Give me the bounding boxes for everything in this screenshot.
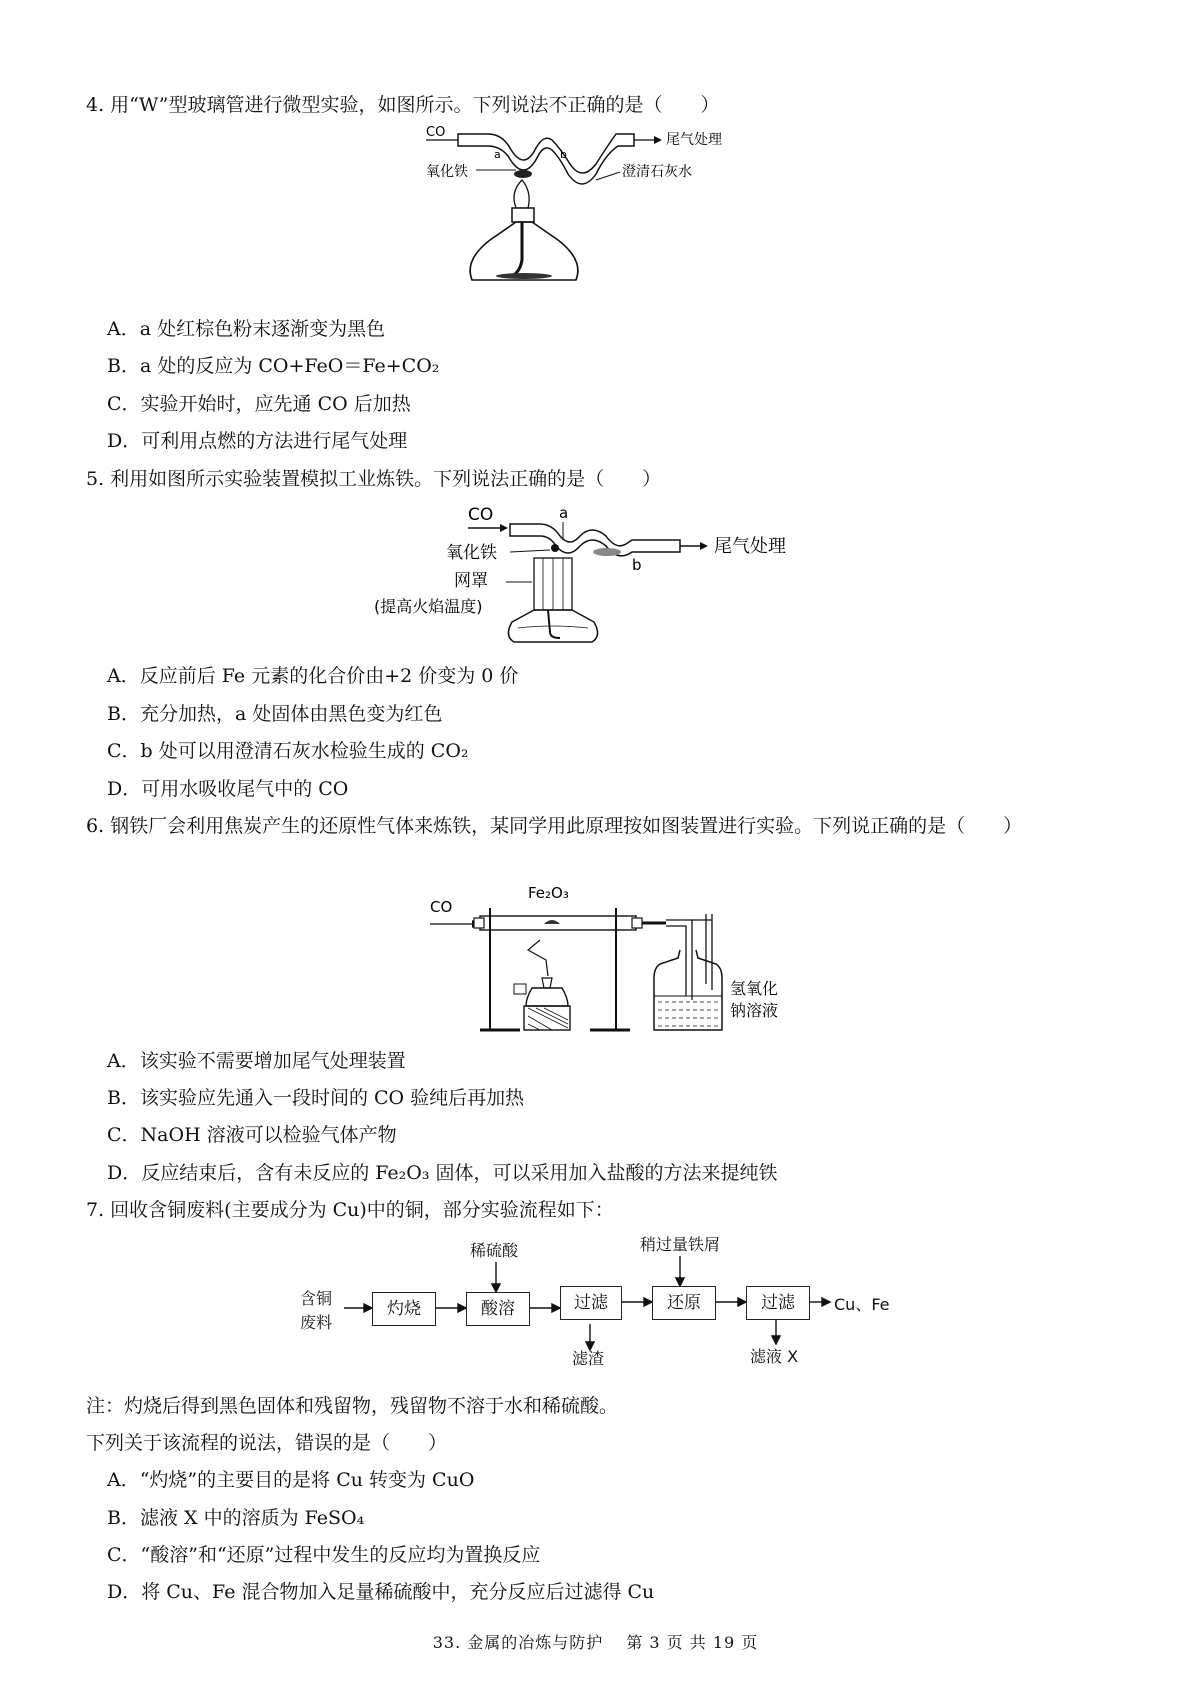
q5-fig-tail: 尾气处理 bbox=[714, 536, 786, 557]
page-footer: 33. 金属的冶炼与防护 第 3 页 共 19 页 bbox=[432, 1633, 759, 1652]
q6-option-d: D．反应结束后，含有未反应的 Fe₂O₃ 固体，可以采用加入盐酸的方法来提纯铁 bbox=[107, 1162, 778, 1184]
q7-flow-step-filter1: 过滤 bbox=[560, 1286, 622, 1320]
q7-flow-step-reduce: 还原 bbox=[652, 1286, 716, 1320]
q5-fig-a: a bbox=[559, 504, 569, 522]
q7-note: 注：灼烧后得到黑色固体和残留物，残留物不溶于水和稀硫酸。 bbox=[86, 1395, 619, 1417]
q4-fig-oxide: 氧化铁 bbox=[426, 164, 468, 180]
q4-option-b: B．a 处的反应为 CO+FeO＝Fe+CO₂ bbox=[107, 355, 440, 377]
q5-option-b: B．充分加热，a 处固体由黑色变为红色 bbox=[107, 703, 443, 725]
q7-flow-step-dissolve: 酸溶 bbox=[466, 1292, 530, 1326]
q4-option-a: A．a 处红棕色粉末逐渐变为黑色 bbox=[107, 318, 386, 340]
q6-stem: 6. 钢铁厂会利用焦炭产生的还原性气体来炼铁，某同学用此原理按如图装置进行实验。下列说正确的是（ ） bbox=[86, 815, 1023, 837]
q7-flow-input-line2: 废料 bbox=[300, 1313, 333, 1332]
q7-flow-reagent-acid: 稀硫酸 bbox=[470, 1241, 519, 1260]
q4-option-d: D．可利用点燃的方法进行尾气处理 bbox=[107, 430, 408, 452]
q4-fig-co: CO bbox=[426, 125, 446, 140]
q7-flow-input-line1: 含铜 bbox=[300, 1289, 333, 1308]
q6-option-c: C．NaOH 溶液可以检验气体产物 bbox=[107, 1124, 397, 1146]
q4-stem: 4. 用“W”型玻璃管进行微型实验，如图所示。下列说法不正确的是（ ） bbox=[86, 94, 720, 116]
q4-fig-b: b bbox=[560, 148, 567, 161]
q4-fig-tail: 尾气处理 bbox=[666, 132, 722, 148]
q7-option-d: D．将 Cu、Fe 混合物加入足量稀硫酸中，充分反应后过滤得 Cu bbox=[107, 1581, 655, 1603]
q7-stem: 7. 回收含铜废料(主要成分为 Cu)中的铜，部分实验流程如下： bbox=[86, 1199, 614, 1221]
q7-flow-step-burn: 灼烧 bbox=[372, 1292, 436, 1326]
q6-fig-naoh-line2: 钠溶液 bbox=[730, 1001, 779, 1020]
q5-fig-net: 网罩 bbox=[454, 571, 488, 591]
q4-fig-a: a bbox=[494, 148, 501, 161]
q4-option-c: C．实验开始时，应先通 CO 后加热 bbox=[107, 393, 411, 415]
q5-fig-b: b bbox=[632, 556, 642, 574]
q7-flow-reagent-iron: 稍过量铁屑 bbox=[640, 1235, 721, 1254]
q5-fig-co: CO bbox=[468, 505, 494, 525]
q5-fig-raise: (提高火焰温度) bbox=[374, 597, 483, 616]
q7-flow-filtrate: 滤液 X bbox=[750, 1347, 799, 1366]
q5-fig-oxide: 氧化铁 bbox=[446, 543, 497, 563]
q7-option-b: B．滤液 X 中的溶质为 FeSO₄ bbox=[107, 1507, 365, 1529]
q6-fig-naoh-line1: 氢氧化 bbox=[730, 979, 779, 998]
q4-figure bbox=[420, 120, 740, 305]
q6-fig-co: CO bbox=[430, 898, 453, 916]
q7-flow-product: Cu、Fe bbox=[834, 1295, 890, 1314]
q4-fig-limewater: 澄清石灰水 bbox=[622, 164, 692, 180]
q5-option-a: A．反应前后 Fe 元素的化合价由+2 价变为 0 价 bbox=[107, 665, 519, 687]
q6-figure bbox=[420, 880, 800, 1035]
q6-option-a: A．该实验不需要增加尾气处理装置 bbox=[107, 1050, 406, 1072]
q7-option-a: A．“灼烧”的主要目的是将 Cu 转变为 CuO bbox=[107, 1469, 475, 1491]
q6-option-b: B．该实验应先通入一段时间的 CO 验纯后再加热 bbox=[107, 1087, 525, 1109]
q7-question: 下列关于该流程的说法，错误的是（ ） bbox=[86, 1432, 448, 1454]
q7-flow-residue: 滤渣 bbox=[572, 1349, 605, 1368]
q7-flow-step-filter2: 过滤 bbox=[746, 1286, 810, 1320]
q7-flowchart bbox=[300, 1236, 920, 1366]
q5-stem: 5. 利用如图所示实验装置模拟工业炼铁。下列说法正确的是（ ） bbox=[86, 468, 662, 490]
q6-fig-fe2o3: Fe₂O₃ bbox=[528, 884, 569, 902]
q7-option-c: C．“酸溶”和“还原”过程中发生的反应均为置换反应 bbox=[107, 1544, 541, 1566]
q5-option-d: D．可用水吸收尾气中的 CO bbox=[107, 778, 349, 800]
q5-option-c: C．b 处可以用澄清石灰水检验生成的 CO₂ bbox=[107, 740, 469, 762]
q5-figure bbox=[374, 500, 800, 645]
